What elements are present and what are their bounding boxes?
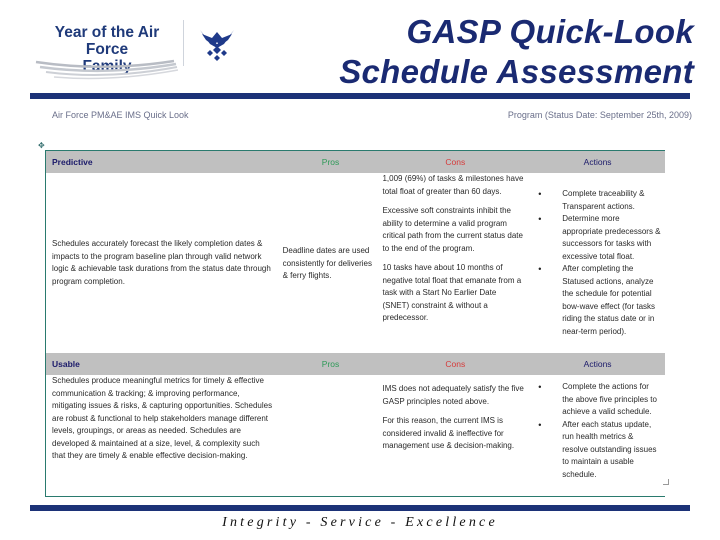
action-item: • Determine more appropriate predecessors & successors for tasks with excessive total float. <box>530 213 665 263</box>
footer-motto: Integrity - Service - Excellence <box>222 515 498 530</box>
logo-line1: Year of the Air Force <box>54 24 160 58</box>
move-handle-icon[interactable]: ✥ <box>38 141 45 150</box>
description-text: Schedules accurately forecast the likely completion dates & impacts to the program baseline plan through valid network logic & achievable task durations from the status date through program completion. <box>52 239 271 286</box>
description-cell <box>46 375 281 496</box>
table-row-predictive <box>46 173 665 345</box>
table-header-predictive <box>46 151 665 173</box>
swoosh-icon <box>34 58 179 80</box>
pros-header: Pros <box>321 157 340 167</box>
cons-item: For this reason, the current IMS is considered invalid & ineffective for management use & decision-making. <box>382 416 515 450</box>
action-item: • Complete the actions for the above five principles to achieve a valid schedule. <box>530 381 665 419</box>
year-of-air-force-family-logo <box>28 18 258 84</box>
header-divider-bar <box>30 93 690 99</box>
report-title: Air Force PM&AE IMS Quick Look <box>52 110 189 120</box>
action-item: • After each status update, run health metrics & resolve outstanding issues to maintain a usable schedule. <box>530 419 665 482</box>
logo-divider <box>183 20 184 66</box>
section-name: Predictive <box>52 157 93 167</box>
footer-divider-bar <box>30 505 690 511</box>
cons-header: Cons <box>445 359 466 369</box>
row-spacer <box>46 345 665 353</box>
pros-header: Pros <box>321 359 340 369</box>
resize-handle[interactable] <box>663 479 669 485</box>
actions-header: Actions <box>583 359 612 369</box>
slide-title <box>339 12 694 92</box>
action-item: • Complete traceability & Transparent actions. <box>530 188 665 213</box>
title-line2: Schedule Assessment <box>339 53 694 90</box>
cons-item: Excessive soft constraints inhibit the ability to determine a valid program critical path from the current status date to the end of the program. <box>382 206 523 253</box>
actions-header: Actions <box>583 157 612 167</box>
cons-item: 10 tasks have about 10 months of negative total float that emanate from a task with a Start No Earlier Date (SNET) constraint & without a predecessor. <box>382 263 522 322</box>
air-force-wings-icon <box>192 20 242 64</box>
pros-cell <box>281 173 381 345</box>
assessment-table <box>45 150 665 497</box>
title-line1: GASP Quick-Look <box>406 13 694 50</box>
cons-header: Cons <box>445 157 466 167</box>
logo-line2: Family <box>82 58 132 75</box>
program-status-date: Program (Status Date: September 25th, 2009) <box>507 110 692 120</box>
table-row-usable <box>46 375 665 497</box>
actions-cell <box>530 375 665 496</box>
action-item: • After completing the Statused actions, analyze the schedule for potential bow-wave effect (for tasks riding the status date or in near-term period). <box>530 263 665 338</box>
table-header-usable <box>46 353 665 375</box>
pros-text: Deadline dates are used consistently for deliveries & ferry flights. <box>282 246 372 281</box>
description-text: Schedules produce meaningful metrics for timely & effective communication & tracking; & improving performance, mitigating issues & risks, & capturing opportunities. Schedules are robust & functional to help stakeholders manage different levels, groupings, or areas as needed. Schedules are developed & maintained at a size, level, & complexity such that they are timely & enable effective decision-making. <box>52 376 273 460</box>
description-cell <box>46 173 281 345</box>
section-name: Usable <box>52 359 80 369</box>
pros-cell <box>281 375 381 496</box>
actions-cell <box>530 173 665 345</box>
cons-cell <box>380 375 530 496</box>
cons-item: 1,009 (69%) of tasks & milestones have total float of greater than 60 days. <box>382 174 524 196</box>
cons-item: IMS does not adequately satisfy the five GASP principles noted above. <box>382 384 524 406</box>
cons-cell <box>380 173 530 345</box>
